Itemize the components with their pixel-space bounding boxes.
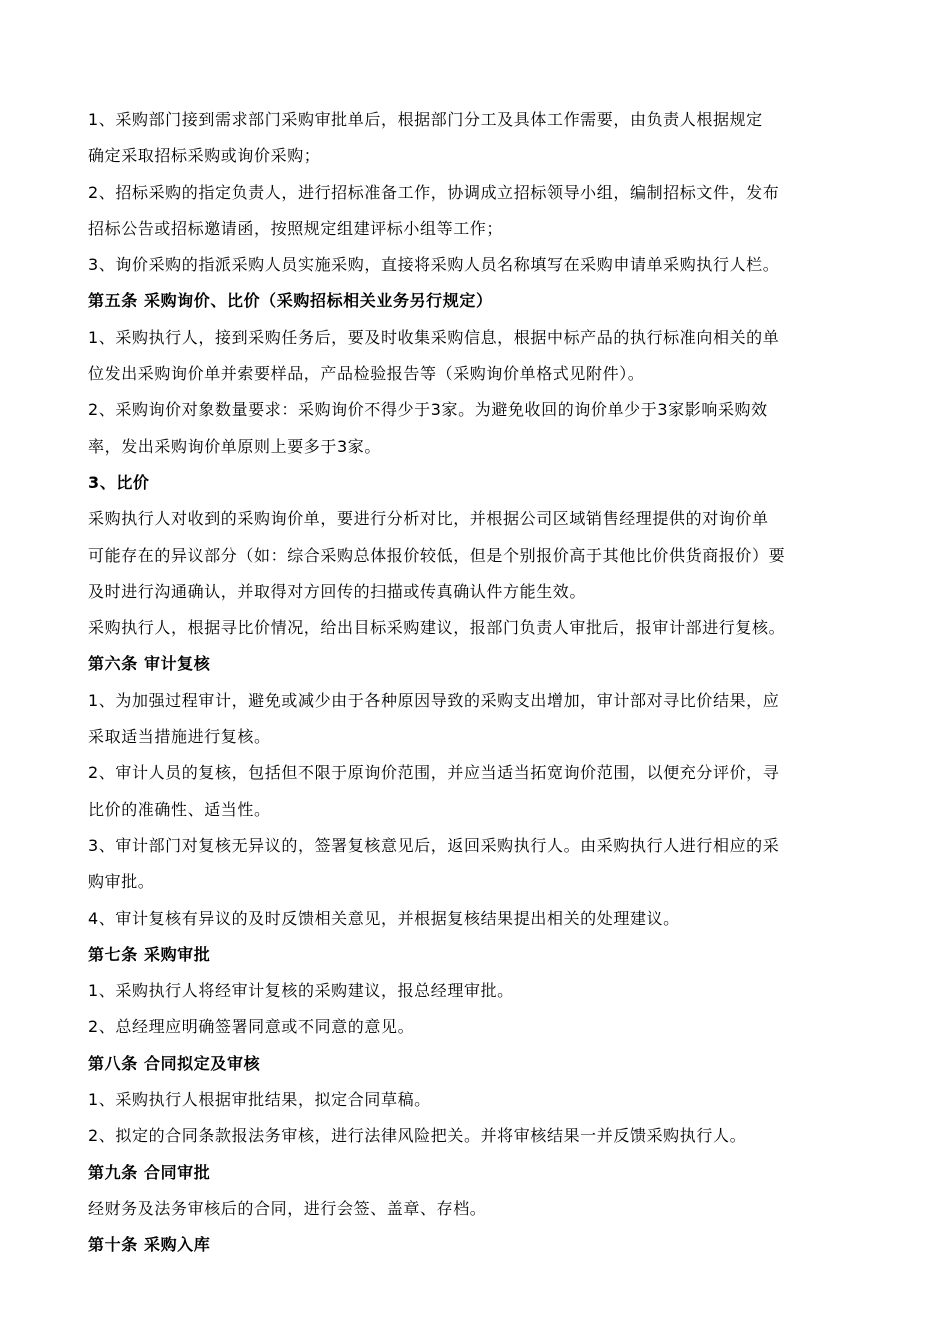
- section-heading: 第七条 采购审批: [88, 944, 211, 964]
- section-heading: 第十条 采购入库: [88, 1235, 211, 1255]
- text-line: 1、采购执行人，接到采购任务后，要及时收集采购信息，根据中标产品的执行标准向相关的单: [88, 327, 780, 347]
- text-line: 2、招标采购的指定负责人，进行招标准备工作，协调成立招标领导小组，编制招标文件，发布: [88, 182, 780, 202]
- section-heading: 第六条 审计复核: [88, 654, 211, 674]
- text-line: 可能存在的异议部分（如：综合采购总体报价较低，但是个别报价高于其他比价供货商报价）要: [88, 545, 786, 565]
- text-line: 率，发出采购询价单原则上要多于3家。: [88, 436, 381, 456]
- text-line: 经财务及法务审核后的合同，进行会签、盖章、存档。: [88, 1198, 487, 1218]
- section-heading: 第九条 合同审批: [88, 1162, 211, 1182]
- text-line: 位发出采购询价单并索要样品，产品检验报告等（采购询价单格式见附件）。: [88, 364, 645, 384]
- section-heading: 第八条 合同拟定及审核: [88, 1053, 261, 1073]
- text-line: 2、采购询价对象数量要求：采购询价不得少于3家。为避免收回的询价单少于3家影响采购效: [88, 400, 768, 420]
- text-line: 4、审计复核有异议的及时反馈相关意见，并根据复核结果提出相关的处理建议。: [88, 908, 680, 928]
- text-line: 2、拟定的合同条款报法务审核，进行法律风险把关。并将审核结果一并反馈采购执行人。: [88, 1126, 747, 1146]
- text-line: 1、为加强过程审计，避免或减少由于各种原因导致的采购支出增加，审计部对寻比价结果，应: [88, 690, 780, 710]
- text-line: 采购执行人对收到的采购询价单，要进行分析对比，并根据公司区域销售经理提供的对询价单: [88, 509, 769, 529]
- subsection-heading: 3、比价: [88, 472, 150, 492]
- text-line: 采取适当措施进行复核。: [88, 727, 271, 747]
- section-heading: 第五条 采购询价、比价（采购招标相关业务另行规定）: [88, 291, 493, 311]
- text-line: 比价的准确性、适当性。: [88, 799, 271, 819]
- document-page: [88, 110, 868, 1272]
- text-line: 1、采购执行人根据审批结果，拟定合同草稿。: [88, 1090, 431, 1110]
- text-line: 1、采购执行人将经审计复核的采购建议，报总经理审批。: [88, 981, 514, 1001]
- text-line: 采购执行人，根据寻比价情况，给出目标采购建议，报部门负责人审批后，报审计部进行复核。: [88, 618, 786, 638]
- text-line: 2、审计人员的复核，包括但不限于原询价范围，并应当适当拓宽询价范围，以便充分评价，寻: [88, 763, 780, 783]
- text-line: 1、采购部门接到需求部门采购审批单后，根据部门分工及具体工作需要，由负责人根据规定: [88, 110, 763, 129]
- text-line: 3、审计部门对复核无异议的，签署复核意见后，返回采购执行人。由采购执行人进行相应的采: [88, 835, 780, 855]
- text-line: 2、总经理应明确签署同意或不同意的意见。: [88, 1017, 415, 1037]
- text-line: 3、询价采购的指派采购人员实施采购，直接将采购人员名称填写在采购申请单采购执行人栏。: [88, 255, 780, 275]
- text-line: 购审批。: [88, 872, 155, 892]
- text-line: 招标公告或招标邀请函，按照规定组建评标小组等工作；: [88, 218, 504, 238]
- text-line: 确定采取招标采购或询价采购；: [88, 146, 321, 166]
- text-line: 及时进行沟通确认，并取得对方回传的扫描或传真确认件方能生效。: [88, 581, 587, 601]
